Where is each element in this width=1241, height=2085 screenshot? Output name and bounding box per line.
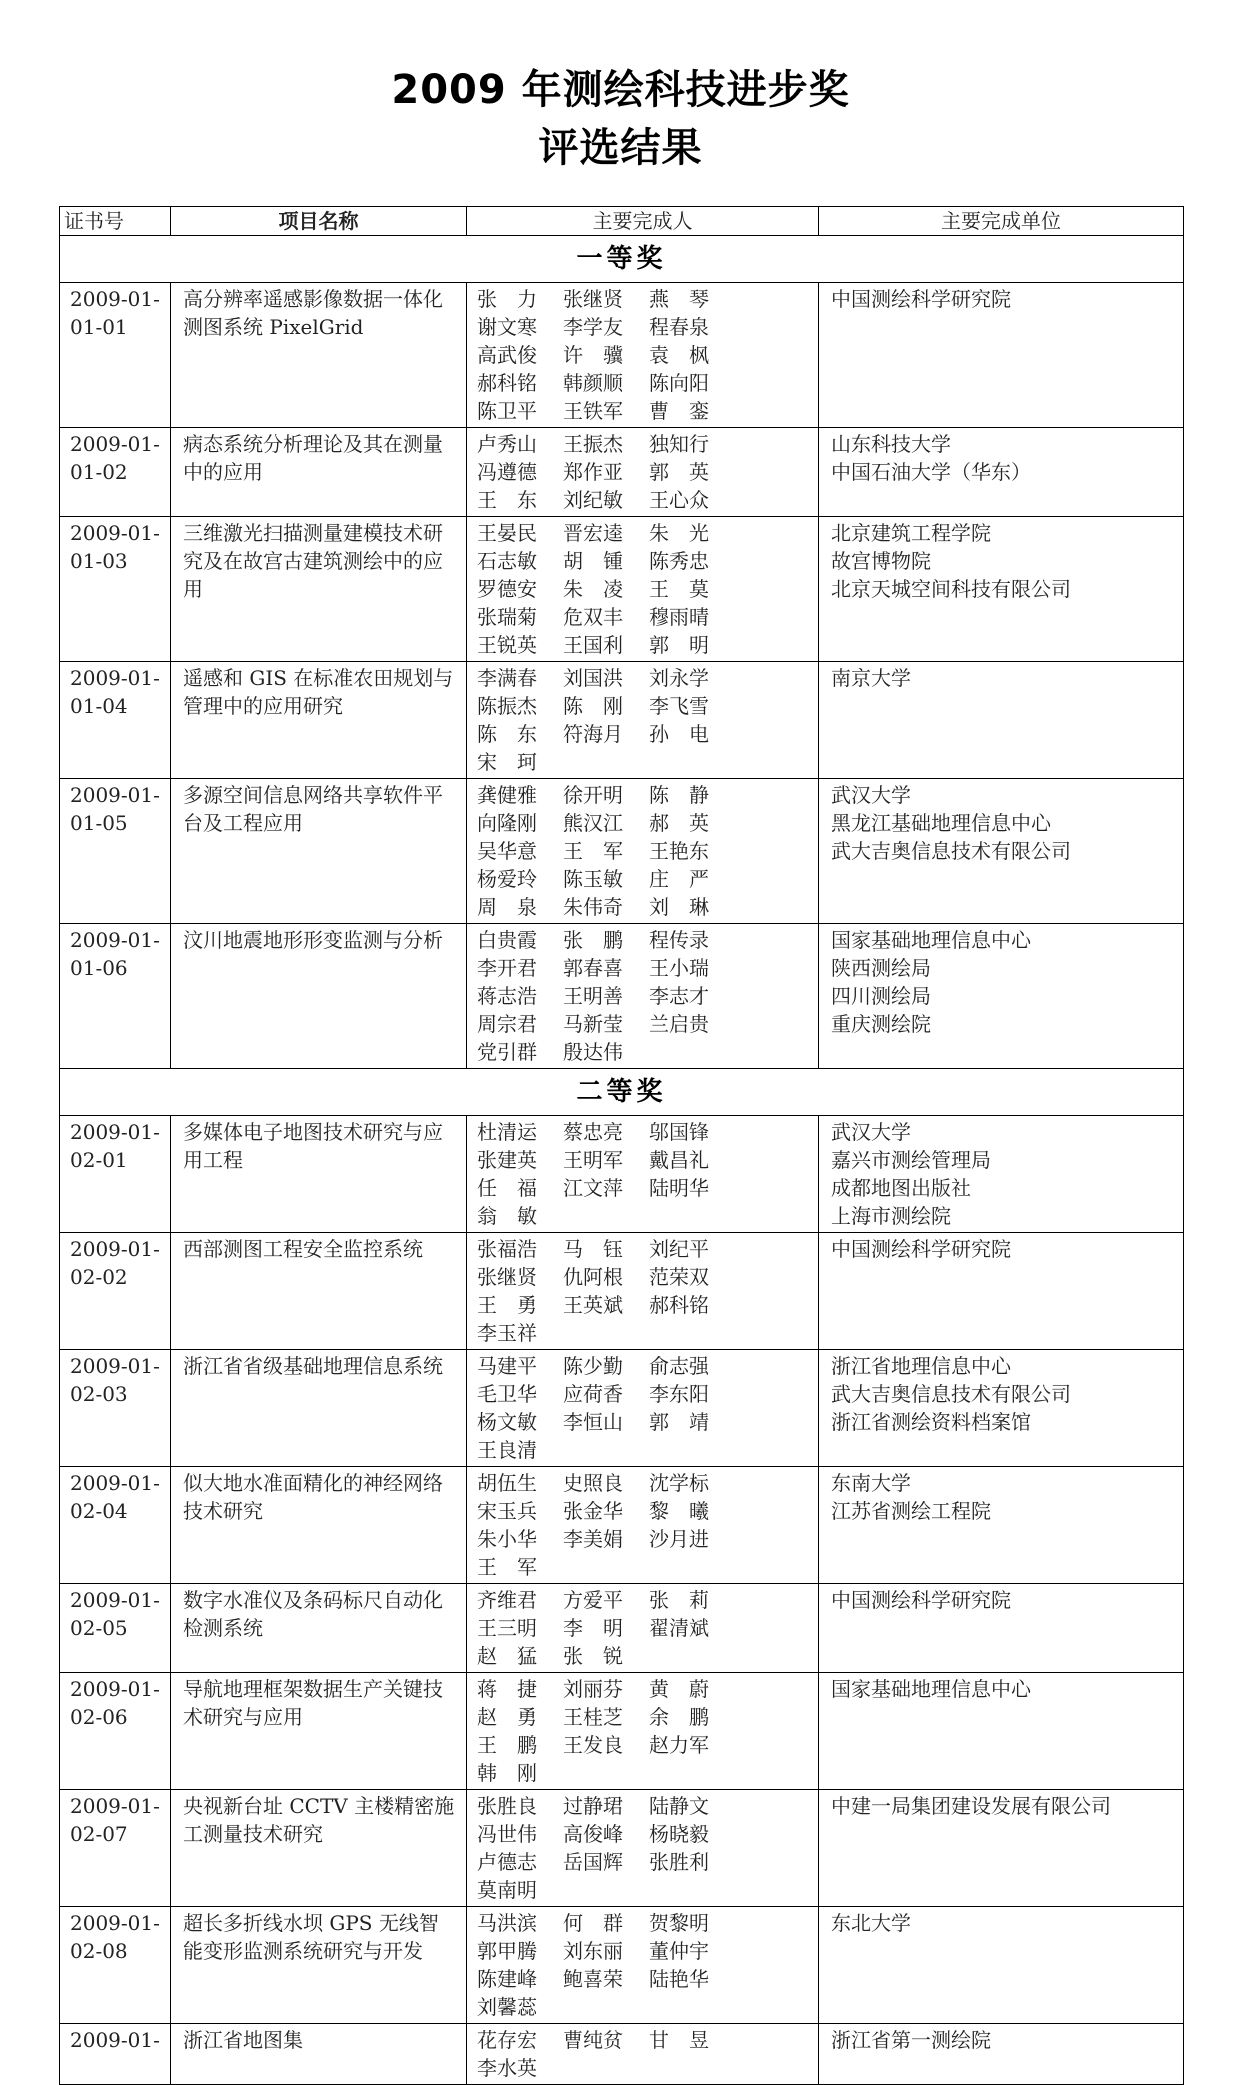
contributor-name: 独知行 bbox=[649, 432, 709, 456]
contributor-name: 刘国洪 bbox=[563, 666, 623, 690]
contributor-name: 陈向阳 bbox=[649, 371, 709, 395]
contributor-name: 张瑞菊 bbox=[477, 605, 537, 629]
contributor-name: 何 群 bbox=[563, 1911, 623, 1935]
contributor-name: 熊汉江 bbox=[563, 811, 623, 835]
contributor-name: 陈 静 bbox=[649, 783, 709, 807]
contributor-name: 张胜良 bbox=[477, 1794, 537, 1818]
contributor-name: 陈 刚 bbox=[563, 694, 623, 718]
contributor-name: 杨晓毅 bbox=[649, 1822, 709, 1846]
contributor-name: 陈少勤 bbox=[563, 1354, 623, 1378]
contributor-name: 李东阳 bbox=[649, 1382, 709, 1406]
contributor-name: 刘丽芬 bbox=[563, 1677, 623, 1701]
certificate-number: 2009-01- 01-02 bbox=[60, 428, 171, 517]
contributor-name: 陆艳华 bbox=[649, 1967, 709, 1991]
table-row bbox=[60, 2024, 1184, 2085]
contributor-name: 吴华意 bbox=[477, 839, 537, 863]
contributor-name: 谢文寒 bbox=[477, 315, 537, 339]
contributor-name: 王英斌 bbox=[563, 1293, 623, 1317]
contributor-name: 郭 明 bbox=[649, 633, 709, 657]
main-units bbox=[819, 428, 1184, 517]
project-name: 央视新台址 CCTV 主楼精密施工测量技术研究 bbox=[171, 1790, 467, 1907]
contributor-name: 李学友 bbox=[563, 315, 623, 339]
contributor-name: 燕 琴 bbox=[649, 287, 709, 311]
contributor-name: 王明军 bbox=[563, 1148, 623, 1172]
contributor-name: 毛卫华 bbox=[477, 1382, 537, 1406]
main-contributors bbox=[467, 1790, 819, 1907]
contributor-name: 陈 东 bbox=[477, 722, 537, 746]
prize-section-row bbox=[60, 1069, 1184, 1116]
contributor-name: 史照良 bbox=[563, 1471, 623, 1495]
project-name: 汶川地震地形形变监测与分析 bbox=[171, 924, 467, 1069]
unit-name: 上海市测绘院 bbox=[831, 1204, 951, 1228]
main-contributors bbox=[467, 1673, 819, 1790]
unit-name: 武大吉奥信息技术有限公司 bbox=[831, 1382, 1071, 1406]
main-units bbox=[819, 1350, 1184, 1467]
contributor-name: 宋玉兵 bbox=[477, 1499, 537, 1523]
contributor-name: 徐开明 bbox=[563, 783, 623, 807]
contributor-name: 沈学标 bbox=[649, 1471, 709, 1495]
contributor-name: 白贵霞 bbox=[477, 928, 537, 952]
contributor-name: 郝科铭 bbox=[477, 371, 537, 395]
contributor-name: 王桂芝 bbox=[563, 1705, 623, 1729]
contributor-name: 张 莉 bbox=[649, 1588, 709, 1612]
certificate-number: 2009-01- 01-01 bbox=[60, 283, 171, 428]
contributor-name: 郝 英 bbox=[649, 811, 709, 835]
awards-table bbox=[59, 206, 1184, 2085]
project-name: 数字水准仪及条码标尺自动化检测系统 bbox=[171, 1584, 467, 1673]
table-row bbox=[60, 1350, 1184, 1467]
contributor-name: 蔡忠亮 bbox=[563, 1120, 623, 1144]
contributor-name: 王国利 bbox=[563, 633, 623, 657]
unit-name: 山东科技大学 bbox=[831, 432, 951, 456]
contributor-name: 程传录 bbox=[649, 928, 709, 952]
unit-name: 东北大学 bbox=[831, 1911, 911, 1935]
contributor-name: 程春泉 bbox=[649, 315, 709, 339]
contributor-name: 王 鹏 bbox=[477, 1733, 537, 1757]
contributor-name: 胡伍生 bbox=[477, 1471, 537, 1495]
contributor-name: 卢德志 bbox=[477, 1850, 537, 1874]
contributor-name: 董仲宇 bbox=[649, 1939, 709, 1963]
contributor-name: 刘永学 bbox=[649, 666, 709, 690]
contributor-name: 张继贤 bbox=[563, 287, 623, 311]
header-cert-no: 证书号 bbox=[60, 207, 171, 236]
main-units bbox=[819, 924, 1184, 1069]
contributor-name: 鲍喜荣 bbox=[563, 1967, 623, 1991]
main-units bbox=[819, 1233, 1184, 1350]
certificate-number: 2009-01- 02-03 bbox=[60, 1350, 171, 1467]
unit-name: 中国测绘科学研究院 bbox=[831, 287, 1011, 311]
unit-name: 北京天城空间科技有限公司 bbox=[831, 577, 1071, 601]
project-name: 西部测图工程安全监控系统 bbox=[171, 1233, 467, 1350]
unit-name: 武汉大学 bbox=[831, 783, 911, 807]
contributor-name: 赵 猛 bbox=[477, 1644, 537, 1668]
certificate-number: 2009-01- 01-04 bbox=[60, 662, 171, 779]
unit-name: 中国测绘科学研究院 bbox=[831, 1237, 1011, 1261]
contributor-name: 卢秀山 bbox=[477, 432, 537, 456]
contributor-name: 胡 锺 bbox=[563, 549, 623, 573]
certificate-number: 2009-01- bbox=[60, 2024, 171, 2085]
contributor-name: 罗德安 bbox=[477, 577, 537, 601]
contributor-name: 杨文敏 bbox=[477, 1410, 537, 1434]
unit-name: 武汉大学 bbox=[831, 1120, 911, 1144]
table-row bbox=[60, 428, 1184, 517]
contributor-name: 李美娟 bbox=[563, 1527, 623, 1551]
contributor-name: 刘纪平 bbox=[649, 1237, 709, 1261]
contributor-name: 马洪滨 bbox=[477, 1911, 537, 1935]
contributor-name: 周 泉 bbox=[477, 895, 537, 919]
contributor-name: 符海月 bbox=[563, 722, 623, 746]
prize-section-row bbox=[60, 236, 1184, 283]
contributor-name: 赵力军 bbox=[649, 1733, 709, 1757]
contributor-name: 陈卫平 bbox=[477, 399, 537, 423]
project-name: 高分辨率遥感影像数据一体化测图系统 PixelGrid bbox=[171, 283, 467, 428]
table-row bbox=[60, 1467, 1184, 1584]
unit-name: 武大吉奥信息技术有限公司 bbox=[831, 839, 1071, 863]
contributor-name: 王小瑞 bbox=[649, 956, 709, 980]
project-name: 病态系统分析理论及其在测量中的应用 bbox=[171, 428, 467, 517]
contributor-name: 宋 珂 bbox=[477, 750, 537, 774]
contributor-name: 齐维君 bbox=[477, 1588, 537, 1612]
unit-name: 浙江省第一测绘院 bbox=[831, 2028, 991, 2052]
contributor-name: 马 钰 bbox=[563, 1237, 623, 1261]
unit-name: 中建一局集团建设发展有限公司 bbox=[831, 1794, 1111, 1818]
main-contributors bbox=[467, 1233, 819, 1350]
unit-name: 陕西测绘局 bbox=[831, 956, 931, 980]
contributor-name: 张 力 bbox=[477, 287, 537, 311]
contributor-name: 王 军 bbox=[563, 839, 623, 863]
contributor-name: 岳国辉 bbox=[563, 1850, 623, 1874]
main-units bbox=[819, 1673, 1184, 1790]
table-row bbox=[60, 1584, 1184, 1673]
unit-name: 南京大学 bbox=[831, 666, 911, 690]
contributor-name: 曹纯贫 bbox=[563, 2028, 623, 2052]
contributor-name: 王振杰 bbox=[563, 432, 623, 456]
main-units bbox=[819, 517, 1184, 662]
certificate-number: 2009-01- 02-04 bbox=[60, 1467, 171, 1584]
contributor-name: 沙月进 bbox=[649, 1527, 709, 1551]
contributor-name: 陆明华 bbox=[649, 1176, 709, 1200]
contributor-name: 张继贤 bbox=[477, 1265, 537, 1289]
main-units bbox=[819, 1584, 1184, 1673]
document-subtitle: 评选结果 bbox=[538, 125, 703, 171]
contributor-name: 刘馨蕊 bbox=[477, 1995, 537, 2019]
table-row bbox=[60, 1907, 1184, 2024]
contributor-name: 王晏民 bbox=[477, 521, 537, 545]
unit-name: 嘉兴市测绘管理局 bbox=[831, 1148, 991, 1172]
table-row bbox=[60, 779, 1184, 924]
contributor-name: 刘东丽 bbox=[563, 1939, 623, 1963]
main-contributors bbox=[467, 428, 819, 517]
contributor-name: 朱小华 bbox=[477, 1527, 537, 1551]
main-contributors bbox=[467, 662, 819, 779]
contributor-name: 朱 凌 bbox=[563, 577, 623, 601]
contributor-name: 王 莫 bbox=[649, 577, 709, 601]
contributor-name: 邬国锋 bbox=[649, 1120, 709, 1144]
table-row bbox=[60, 662, 1184, 779]
contributor-name: 王艳东 bbox=[649, 839, 709, 863]
main-units bbox=[819, 662, 1184, 779]
project-name: 三维激光扫描测量建模技术研究及在故宫古建筑测绘中的应用 bbox=[171, 517, 467, 662]
table-body bbox=[60, 236, 1184, 2085]
certificate-number: 2009-01- 01-06 bbox=[60, 924, 171, 1069]
contributor-name: 张福浩 bbox=[477, 1237, 537, 1261]
unit-name: 浙江省测绘资料档案馆 bbox=[831, 1410, 1031, 1434]
project-name: 导航地理框架数据生产关键技术研究与应用 bbox=[171, 1673, 467, 1790]
contributor-name: 张建英 bbox=[477, 1148, 537, 1172]
contributor-name: 龚健雅 bbox=[477, 783, 537, 807]
contributor-name: 韩颜顺 bbox=[563, 371, 623, 395]
contributor-name: 向隆刚 bbox=[477, 811, 537, 835]
main-contributors bbox=[467, 924, 819, 1069]
table-row bbox=[60, 1790, 1184, 1907]
prize-level-heading: 二等奖 bbox=[60, 1069, 1184, 1116]
contributor-name: 朱 光 bbox=[649, 521, 709, 545]
unit-name: 黑龙江基础地理信息中心 bbox=[831, 811, 1051, 835]
project-name: 似大地水准面精化的神经网络技术研究 bbox=[171, 1467, 467, 1584]
certificate-number: 2009-01- 02-02 bbox=[60, 1233, 171, 1350]
unit-name: 中国石油大学（华东） bbox=[831, 460, 1031, 484]
contributor-name: 赵 勇 bbox=[477, 1705, 537, 1729]
project-name: 遥感和 GIS 在标准农田规划与管理中的应用研究 bbox=[171, 662, 467, 779]
contributor-name: 孙 电 bbox=[649, 722, 709, 746]
contributor-name: 王 东 bbox=[477, 488, 537, 512]
contributor-name: 高武俊 bbox=[477, 343, 537, 367]
contributor-name: 李玉祥 bbox=[477, 1321, 537, 1345]
unit-name: 四川测绘局 bbox=[831, 984, 931, 1008]
unit-name: 重庆测绘院 bbox=[831, 1012, 931, 1036]
contributor-name: 郭春喜 bbox=[563, 956, 623, 980]
contributor-name: 李 明 bbox=[563, 1616, 623, 1640]
prize-level-heading: 一等奖 bbox=[60, 236, 1184, 283]
contributor-name: 王 勇 bbox=[477, 1293, 537, 1317]
contributor-name: 贺黎明 bbox=[649, 1911, 709, 1935]
table-row bbox=[60, 924, 1184, 1069]
main-contributors bbox=[467, 1467, 819, 1584]
main-units bbox=[819, 283, 1184, 428]
main-contributors bbox=[467, 1907, 819, 2024]
contributor-name: 张 锐 bbox=[563, 1644, 623, 1668]
contributor-name: 郝科铭 bbox=[649, 1293, 709, 1317]
contributor-name: 朱伟奇 bbox=[563, 895, 623, 919]
contributor-name: 花存宏 bbox=[477, 2028, 537, 2052]
contributor-name: 王发良 bbox=[563, 1733, 623, 1757]
header-row bbox=[60, 207, 1184, 236]
contributor-name: 莫南明 bbox=[477, 1878, 537, 1902]
contributor-name: 王明善 bbox=[563, 984, 623, 1008]
contributor-name: 过静珺 bbox=[563, 1794, 623, 1818]
main-units bbox=[819, 779, 1184, 924]
contributor-name: 甘 昱 bbox=[649, 2028, 709, 2052]
contributor-name: 王良清 bbox=[477, 1438, 537, 1462]
contributor-name: 黄 蔚 bbox=[649, 1677, 709, 1701]
contributor-name: 陆静文 bbox=[649, 1794, 709, 1818]
contributor-name: 石志敏 bbox=[477, 549, 537, 573]
contributor-name: 冯遵德 bbox=[477, 460, 537, 484]
main-units bbox=[819, 1790, 1184, 1907]
contributor-name: 俞志强 bbox=[649, 1354, 709, 1378]
contributor-name: 李满春 bbox=[477, 666, 537, 690]
contributor-name: 任 福 bbox=[477, 1176, 537, 1200]
table-row bbox=[60, 283, 1184, 428]
contributor-name: 陈玉敏 bbox=[563, 867, 623, 891]
main-contributors bbox=[467, 1584, 819, 1673]
project-name: 超长多折线水坝 GPS 无线智能变形监测系统研究与开发 bbox=[171, 1907, 467, 2024]
contributor-name: 翁 敏 bbox=[477, 1204, 537, 1228]
unit-name: 成都地图出版社 bbox=[831, 1176, 971, 1200]
contributor-name: 马新莹 bbox=[563, 1012, 623, 1036]
certificate-number: 2009-01- 02-08 bbox=[60, 1907, 171, 2024]
project-name: 浙江省地图集 bbox=[171, 2024, 467, 2085]
contributor-name: 张 鹏 bbox=[563, 928, 623, 952]
certificate-number: 2009-01- 02-01 bbox=[60, 1116, 171, 1233]
certificate-number: 2009-01- 02-05 bbox=[60, 1584, 171, 1673]
main-contributors bbox=[467, 517, 819, 662]
table-row bbox=[60, 1116, 1184, 1233]
contributor-name: 韩 刚 bbox=[477, 1761, 537, 1785]
unit-name: 国家基础地理信息中心 bbox=[831, 1677, 1031, 1701]
certificate-number: 2009-01- 01-05 bbox=[60, 779, 171, 924]
contributor-name: 杜清运 bbox=[477, 1120, 537, 1144]
main-contributors bbox=[467, 779, 819, 924]
table-row bbox=[60, 1233, 1184, 1350]
main-contributors bbox=[467, 1116, 819, 1233]
contributor-name: 应荷香 bbox=[563, 1382, 623, 1406]
contributor-name: 张胜利 bbox=[649, 1850, 709, 1874]
main-contributors bbox=[467, 2024, 819, 2085]
contributor-name: 李水英 bbox=[477, 2056, 537, 2080]
certificate-number: 2009-01- 01-03 bbox=[60, 517, 171, 662]
contributor-name: 马建平 bbox=[477, 1354, 537, 1378]
contributor-name: 王锐英 bbox=[477, 633, 537, 657]
table-row bbox=[60, 1673, 1184, 1790]
contributor-name: 张金华 bbox=[563, 1499, 623, 1523]
contributor-name: 翟清斌 bbox=[649, 1616, 709, 1640]
contributor-name: 王 军 bbox=[477, 1555, 537, 1579]
contributor-name: 陈建峰 bbox=[477, 1967, 537, 1991]
contributor-name: 李开君 bbox=[477, 956, 537, 980]
document-title: 2009 年测绘科技进步奖 bbox=[391, 67, 850, 113]
main-units bbox=[819, 1116, 1184, 1233]
unit-name: 国家基础地理信息中心 bbox=[831, 928, 1031, 952]
main-units bbox=[819, 2024, 1184, 2085]
table-row bbox=[60, 517, 1184, 662]
contributor-name: 陈秀忠 bbox=[649, 549, 709, 573]
header-main-units: 主要完成单位 bbox=[819, 207, 1184, 236]
contributor-name: 李飞雪 bbox=[649, 694, 709, 718]
contributor-name: 范荣双 bbox=[649, 1265, 709, 1289]
contributor-name: 党引群 bbox=[477, 1040, 537, 1064]
contributor-name: 郑作亚 bbox=[563, 460, 623, 484]
contributor-name: 刘纪敏 bbox=[563, 488, 623, 512]
contributor-name: 李恒山 bbox=[563, 1410, 623, 1434]
contributor-name: 王三明 bbox=[477, 1616, 537, 1640]
contributor-name: 余 鹏 bbox=[649, 1705, 709, 1729]
main-units bbox=[819, 1467, 1184, 1584]
contributor-name: 蒋 捷 bbox=[477, 1677, 537, 1701]
main-contributors bbox=[467, 1350, 819, 1467]
contributor-name: 戴昌礼 bbox=[649, 1148, 709, 1172]
unit-name: 江苏省测绘工程院 bbox=[831, 1499, 991, 1523]
contributor-name: 晋宏逵 bbox=[563, 521, 623, 545]
certificate-number: 2009-01- 02-06 bbox=[60, 1673, 171, 1790]
contributor-name: 庄 严 bbox=[649, 867, 709, 891]
contributor-name: 穆雨晴 bbox=[649, 605, 709, 629]
contributor-name: 郭 英 bbox=[649, 460, 709, 484]
header-project-name: 项目名称 bbox=[171, 207, 467, 236]
contributor-name: 杨爱玲 bbox=[477, 867, 537, 891]
contributor-name: 江文萍 bbox=[563, 1176, 623, 1200]
contributor-name: 蒋志浩 bbox=[477, 984, 537, 1008]
project-name: 浙江省省级基础地理信息系统 bbox=[171, 1350, 467, 1467]
contributor-name: 殷达伟 bbox=[563, 1040, 623, 1064]
contributor-name: 周宗君 bbox=[477, 1012, 537, 1036]
header-main-contributors: 主要完成人 bbox=[467, 207, 819, 236]
main-contributors bbox=[467, 283, 819, 428]
contributor-name: 兰启贵 bbox=[649, 1012, 709, 1036]
contributor-name: 仇阿根 bbox=[563, 1265, 623, 1289]
contributor-name: 袁 枫 bbox=[649, 343, 709, 367]
contributor-name: 郭 靖 bbox=[649, 1410, 709, 1434]
contributor-name: 高俊峰 bbox=[563, 1822, 623, 1846]
contributor-name: 王心众 bbox=[649, 488, 709, 512]
contributor-name: 曹 銮 bbox=[649, 399, 709, 423]
unit-name: 中国测绘科学研究院 bbox=[831, 1588, 1011, 1612]
contributor-name: 李志才 bbox=[649, 984, 709, 1008]
unit-name: 东南大学 bbox=[831, 1471, 911, 1495]
contributor-name: 许 骥 bbox=[563, 343, 623, 367]
contributor-name: 刘 琳 bbox=[649, 895, 709, 919]
contributor-name: 陈振杰 bbox=[477, 694, 537, 718]
contributor-name: 黎 曦 bbox=[649, 1499, 709, 1523]
project-name: 多源空间信息网络共享软件平台及工程应用 bbox=[171, 779, 467, 924]
unit-name: 故宫博物院 bbox=[831, 549, 931, 573]
contributor-name: 冯世伟 bbox=[477, 1822, 537, 1846]
contributor-name: 危双丰 bbox=[563, 605, 623, 629]
unit-name: 北京建筑工程学院 bbox=[831, 521, 991, 545]
project-name: 多媒体电子地图技术研究与应用工程 bbox=[171, 1116, 467, 1233]
unit-name: 浙江省地理信息中心 bbox=[831, 1354, 1011, 1378]
certificate-number: 2009-01- 02-07 bbox=[60, 1790, 171, 1907]
contributor-name: 方爱平 bbox=[563, 1588, 623, 1612]
main-units bbox=[819, 1907, 1184, 2024]
contributor-name: 郭甲腾 bbox=[477, 1939, 537, 1963]
contributor-name: 王铁军 bbox=[563, 399, 623, 423]
